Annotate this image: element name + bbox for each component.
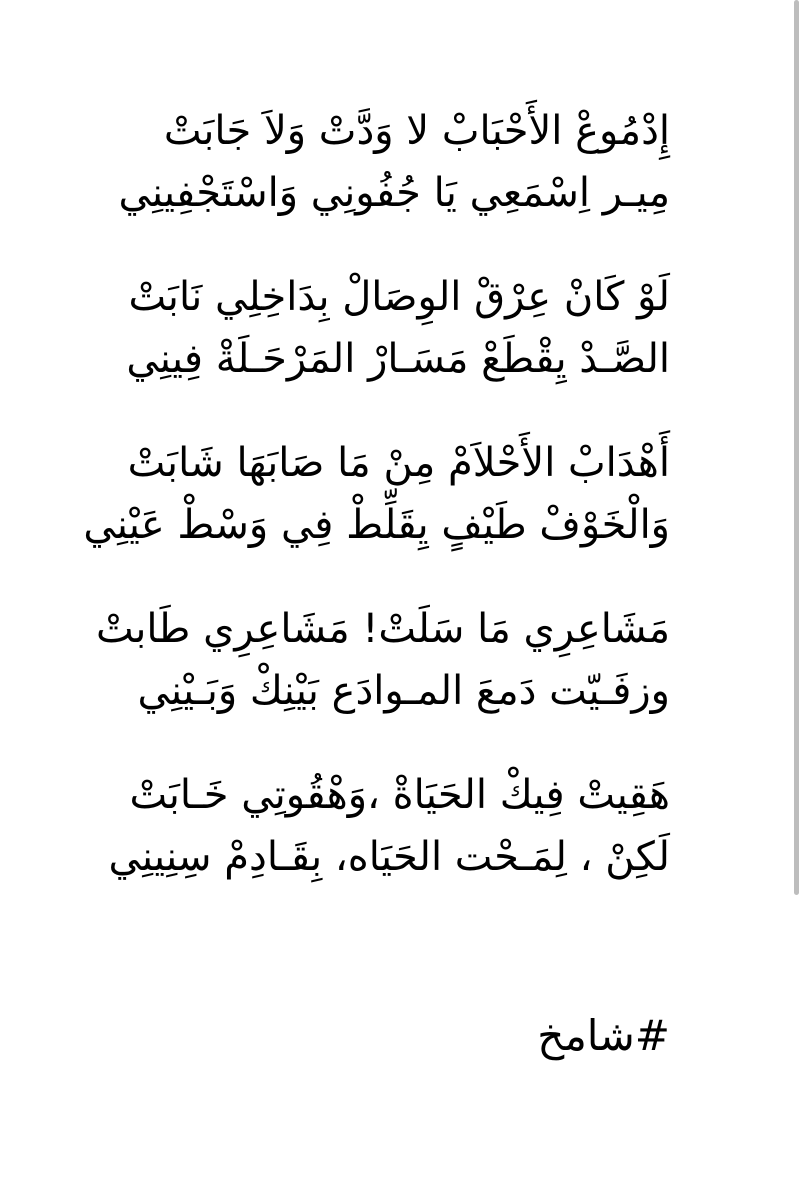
poem-line: أَهْدَابْ الأَحْلاَمْ مِنْ مَا صَابَهَا شَابَتْ [127, 440, 670, 486]
hashtag-signature: #شامخ [537, 1011, 670, 1060]
poem [60, 100, 670, 930]
scrollbar-thumb[interactable] [794, 0, 799, 895]
stanza-3 [60, 432, 670, 556]
stanza-1 [60, 100, 670, 224]
poem-line: مِيـر اِسْمَعِي يَا جُفُونِي وَاسْتَجْفِينِي [118, 170, 670, 216]
poem-line: هَقِيتْ فِيكْ الحَيَاةْ ،وَهْقُوتِي خَـابَتْ [129, 772, 670, 818]
stanza-2 [60, 266, 670, 390]
poem-line: لَكِنْ ، لِمَـحْت الحَيَاه، بِقَـادِمْ سِنِينِي [108, 834, 670, 880]
poem-line: مَشَاعِرِي مَا سَلَتْ! مَشَاعِرِي طَابتْ [95, 606, 670, 652]
poem-line: وزفَـيّت دَمعَ المـوادَع بَيْنِكْ وَبَـيْنِي [137, 668, 670, 714]
stanza-5 [60, 764, 670, 888]
poem-line: إِدْمُوعْ الأَحْبَابْ لا وَدَّتْ وَلاَ جَابَتْ [163, 108, 670, 154]
poem-line: الصَّـدْ يِقْطَعْ مَسَـارْ المَرْحَـلَةْ فِينِي [126, 336, 670, 382]
poem-line: وَالْخَوْفْ طَيْفٍ يِقَلِّطْ فِي وَسْطْ عَيْنِي [83, 502, 670, 548]
poem-line: لَوْ كَانْ عِرْقْ الوِصَالْ بِدَاخِلِي نَابَتْ [128, 274, 670, 320]
stanza-4 [60, 598, 670, 722]
